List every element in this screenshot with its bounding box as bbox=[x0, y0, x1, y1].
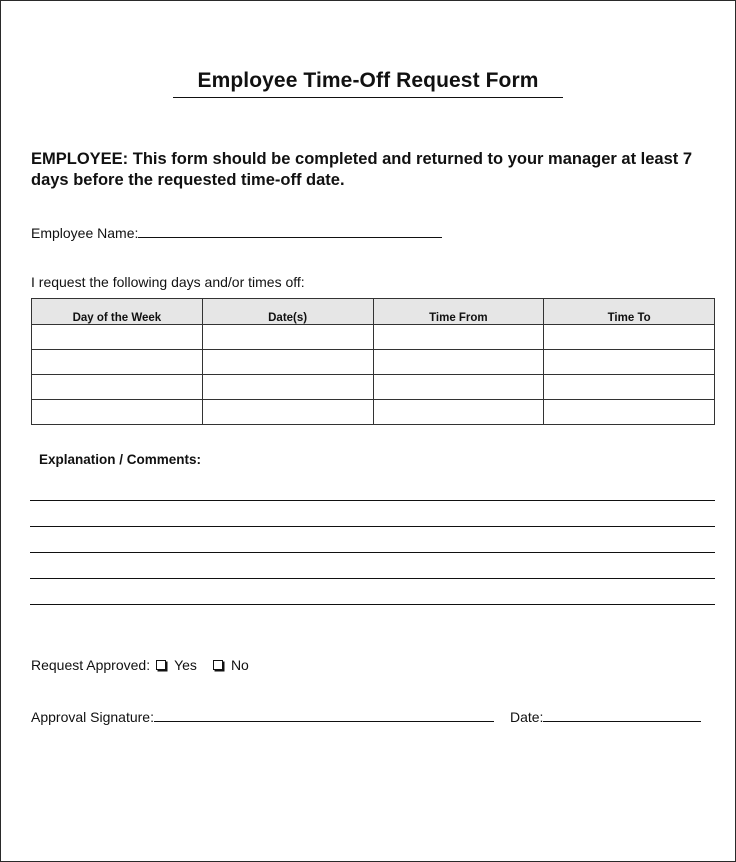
no-label: No bbox=[230, 657, 249, 673]
comment-line-3[interactable] bbox=[30, 552, 715, 553]
table-row bbox=[32, 325, 715, 350]
table-cell[interactable] bbox=[373, 375, 544, 400]
employee-name-label: Employee Name: bbox=[31, 225, 139, 241]
table-row bbox=[32, 400, 715, 425]
employee-name-field[interactable] bbox=[138, 223, 442, 238]
header-time-from: Time From bbox=[373, 299, 544, 325]
yes-label: Yes bbox=[174, 657, 197, 673]
table-cell[interactable] bbox=[202, 375, 373, 400]
table-cell[interactable] bbox=[202, 400, 373, 425]
header-dates: Date(s) bbox=[202, 299, 373, 325]
date-label: Date: bbox=[509, 709, 544, 725]
table-cell[interactable] bbox=[544, 375, 715, 400]
table-cell[interactable] bbox=[373, 350, 544, 375]
approval-signature-field[interactable] bbox=[154, 707, 494, 722]
table-cell[interactable] bbox=[32, 400, 203, 425]
table-cell[interactable] bbox=[544, 325, 715, 350]
header-time-to: Time To bbox=[544, 299, 715, 325]
table-cell[interactable] bbox=[373, 400, 544, 425]
time-off-table bbox=[31, 298, 715, 425]
form-title: Employee Time-Off Request Form bbox=[173, 69, 563, 98]
table-row bbox=[32, 350, 715, 375]
no-checkbox[interactable] bbox=[213, 660, 223, 670]
table-cell[interactable] bbox=[373, 325, 544, 350]
signature-row bbox=[31, 707, 701, 725]
comment-line-5[interactable] bbox=[30, 604, 715, 605]
table-cell[interactable] bbox=[202, 325, 373, 350]
table-row bbox=[32, 375, 715, 400]
yes-checkbox[interactable] bbox=[156, 660, 166, 670]
comment-line-2[interactable] bbox=[30, 526, 715, 527]
approval-signature-label: Approval Signature: bbox=[31, 709, 154, 725]
table-cell[interactable] bbox=[32, 325, 203, 350]
table-cell[interactable] bbox=[202, 350, 373, 375]
comments-label: Explanation / Comments: bbox=[39, 452, 202, 467]
comment-line-4[interactable] bbox=[30, 578, 715, 579]
table-header-row bbox=[32, 299, 715, 325]
table-cell[interactable] bbox=[544, 400, 715, 425]
date-field[interactable] bbox=[543, 707, 701, 722]
table-cell[interactable] bbox=[32, 350, 203, 375]
employee-name-row bbox=[31, 223, 442, 241]
table-cell[interactable] bbox=[32, 375, 203, 400]
request-approved-row bbox=[31, 657, 249, 673]
header-day-of-week: Day of the Week bbox=[32, 299, 203, 325]
employee-instructions: EMPLOYEE: This form should be completed and returned to your manager at least 7 days before the requested time-off date. bbox=[31, 150, 693, 189]
comment-line-1[interactable] bbox=[30, 500, 715, 501]
request-days-text: I request the following days and/or times off: bbox=[31, 274, 305, 290]
table-cell[interactable] bbox=[544, 350, 715, 375]
request-approved-label: Request Approved: bbox=[31, 657, 151, 673]
